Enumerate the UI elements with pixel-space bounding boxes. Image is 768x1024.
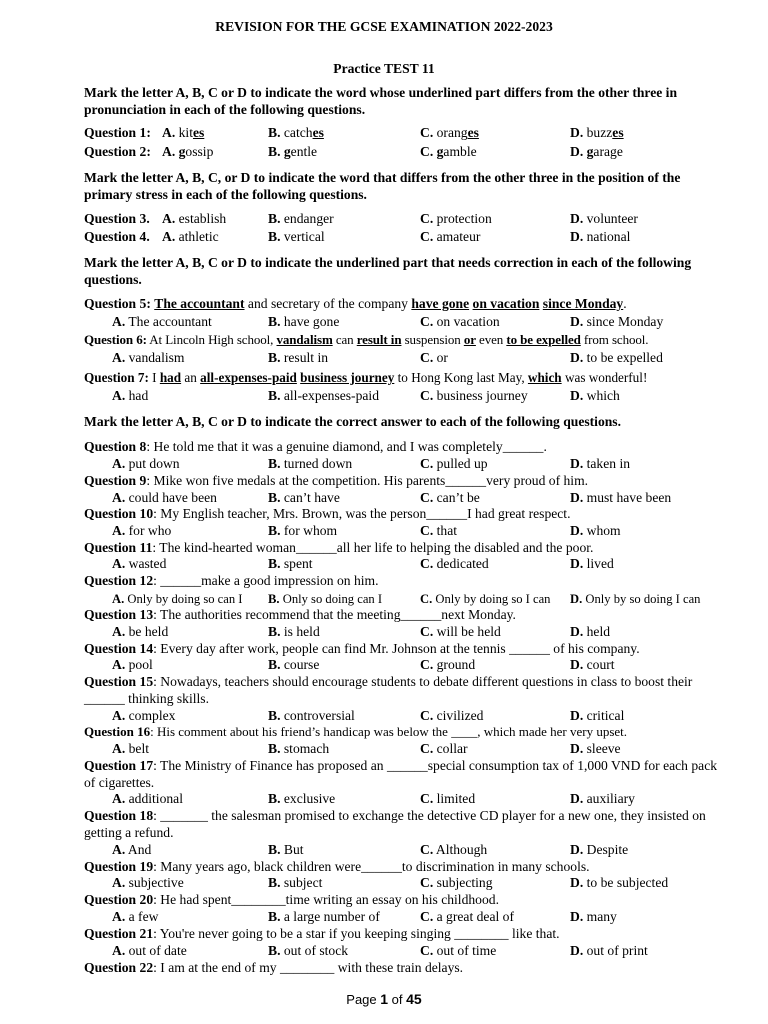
option-a: A. pool — [112, 657, 153, 672]
question-18-options — [0, 842, 768, 859]
question-12: Question 12: ______make a good impression on him. — [84, 573, 379, 588]
option-d: D. to be expelled — [570, 350, 663, 365]
option-c: C. that — [420, 523, 458, 538]
option-c: C. civilized — [420, 708, 484, 723]
option-b: B. is held — [268, 624, 320, 639]
section-1-instruction: Mark the letter A, B, C or D to indicate the word whose underlined part differs from the other three in pronunciation in each of the following questions. — [84, 85, 678, 117]
page-total: 45 — [406, 991, 422, 1007]
option-c: C. business journey — [420, 388, 528, 403]
question-8-options — [0, 456, 768, 473]
option-b: B. all-expenses-paid — [268, 388, 379, 403]
option-b: B. exclusive — [268, 791, 336, 806]
question-8: Question 8: He told me that it was a genuine diamond, and I was completely______. — [84, 439, 547, 454]
option-b: B. result in — [268, 350, 329, 365]
option-b: B. gentle — [268, 144, 318, 159]
question-3: Question 3. — [84, 211, 150, 226]
option-a: A. put down — [112, 456, 180, 471]
question-14-options — [0, 657, 768, 674]
option-c: C. dedicated — [420, 556, 489, 571]
section-4-instruction: Mark the letter A, B, C or D to indicate the correct answer to each of the following questions. — [84, 414, 621, 429]
option-d: D. many — [570, 909, 617, 924]
option-a: A. had — [112, 388, 149, 403]
option-c: C. pulled up — [420, 456, 488, 471]
option-a: A. vandalism — [112, 350, 185, 365]
question-10: Question 10: My English teacher, Mrs. Brown, was the person______I had great respect. — [84, 506, 571, 521]
question-6-options — [0, 350, 768, 367]
question-3-options — [0, 211, 768, 228]
option-d: D. out of print — [570, 943, 648, 958]
option-c: C. can’t be — [420, 490, 480, 505]
question-16-options — [0, 741, 768, 758]
question-4-options — [0, 229, 768, 246]
option-c: C. or — [420, 350, 448, 365]
option-a: A. be held — [112, 624, 169, 639]
option-b: B. endanger — [268, 211, 334, 226]
question-12-options — [0, 591, 768, 608]
option-b: B. But — [268, 842, 304, 857]
question-7-options — [0, 388, 768, 405]
question-19: Question 19: Many years ago, black children were______to discrimination in many schools. — [84, 859, 590, 874]
question-5: Question 5: The accountant and secretary of the company have gone on vacation since Monday. — [84, 296, 627, 311]
option-d: D. must have been — [570, 490, 672, 505]
option-a: A. wasted — [112, 556, 167, 571]
option-a: A. complex — [112, 708, 176, 723]
option-a: A. belt — [112, 741, 150, 756]
option-c: C. ground — [420, 657, 476, 672]
question-19-options — [0, 875, 768, 892]
option-d: D. whom — [570, 523, 621, 538]
option-b: B. subject — [268, 875, 323, 890]
option-d: D. national — [570, 229, 631, 244]
option-d: D. since Monday — [570, 314, 664, 329]
section-2-instruction: Mark the letter A, B, C, or D to indicate the word that differs from the other three in the position of the primary stress in each of the following questions. — [84, 170, 681, 202]
page-number: 1 — [380, 991, 389, 1007]
question-4: Question 4. — [84, 229, 150, 244]
option-b: B. have gone — [268, 314, 340, 329]
question-21: Question 21: You're never going to be a star if you keeping singing ________ like that. — [84, 926, 560, 941]
option-d: D. court — [570, 657, 615, 672]
question-9-options — [0, 490, 768, 507]
option-d: D. critical — [570, 708, 625, 723]
option-b: B. a large number of — [268, 909, 380, 924]
question-7: Question 7: I had an all-expenses-paid business journey to Hong Kong last May, which was wonderful! — [84, 370, 648, 385]
option-c: C. Although — [420, 842, 488, 857]
question-5-options — [0, 314, 768, 331]
option-a: A. gossip — [162, 144, 214, 159]
option-c: C. will be held — [420, 624, 501, 639]
option-a: A. establish — [162, 211, 227, 226]
question-22: Question 22: I am at the end of my ________ with these train delays. — [84, 960, 464, 975]
page-footer: Page 1 of 45 — [346, 991, 422, 1007]
option-c: C. protection — [420, 211, 492, 226]
option-c: C. Only by doing so I can — [420, 592, 551, 606]
option-c: C. a great deal of — [420, 909, 514, 924]
question-17: Question 17: The Ministry of Finance has proposed an ______special consumption tax of 1,000 VND for each pack of cigarettes. — [84, 758, 718, 790]
option-d: D. buzzes — [570, 125, 624, 140]
option-c: C. limited — [420, 791, 476, 806]
question-17-options — [0, 791, 768, 808]
question-13: Question 13: The authorities recommend that the meeting______next Monday. — [84, 607, 516, 622]
question-9: Question 9: Mike won five medals at the competition. His parents______very proud of him. — [84, 473, 589, 488]
option-d: D. garage — [570, 144, 623, 159]
question-1-options — [0, 125, 768, 142]
question-label: Question 2: — [84, 144, 151, 159]
option-b: B. for whom — [268, 523, 338, 538]
option-a: A. additional — [112, 791, 183, 806]
question-10-options — [0, 523, 768, 540]
option-b: B. vertical — [268, 229, 325, 244]
option-a: A. out of date — [112, 943, 187, 958]
option-d: D. taken in — [570, 456, 631, 471]
option-c: C. gamble — [420, 144, 477, 159]
option-c: C. out of time — [420, 943, 497, 958]
section-3-instruction: Mark the letter A, B, C or D to indicate the underlined part that needs correction in each of the following questions. — [84, 255, 692, 287]
question-11: Question 11: The kind-hearted woman______all her life to helping the disabled and the poor. — [84, 540, 594, 555]
question-label: Question 1: — [84, 125, 151, 140]
test-title: Practice TEST 11 — [333, 61, 435, 76]
option-d: D. lived — [570, 556, 614, 571]
question-20-options — [0, 909, 768, 926]
question-16: Question 16: His comment about his friend’s handicap was below the ____, which made her very upset. — [84, 724, 628, 739]
option-a: A. And — [112, 842, 152, 857]
option-c: C. collar — [420, 741, 468, 756]
option-c: C. oranges — [420, 125, 479, 140]
option-a: A. kites — [162, 125, 205, 140]
question-13-options — [0, 624, 768, 641]
option-b: B. out of stock — [268, 943, 349, 958]
option-a: A. for who — [112, 523, 172, 538]
option-a: A. could have been — [112, 490, 217, 505]
option-a: A. athletic — [162, 229, 219, 244]
option-b: B. course — [268, 657, 320, 672]
question-15: Question 15: Nowadays, teachers should encourage students to debate different questions in class to boost their ______ thinking skills. — [84, 674, 693, 706]
option-d: D. Only by so doing I can — [570, 592, 701, 606]
option-b: B. Only so doing can I — [268, 592, 383, 606]
question-15-options — [0, 708, 768, 725]
option-a: A. a few — [112, 909, 159, 924]
option-c: C. amateur — [420, 229, 481, 244]
question-20: Question 20: He had spent________time writing an essay on his childhood. — [84, 892, 499, 907]
option-d: D. volunteer — [570, 211, 638, 226]
option-d: D. to be subjected — [570, 875, 669, 890]
option-d: D. auxiliary — [570, 791, 635, 806]
option-d: D. Despite — [570, 842, 629, 857]
option-b: B. controversial — [268, 708, 355, 723]
option-c: C. subjecting — [420, 875, 493, 890]
question-6: Question 6: At Lincoln High school, vandalism can result in suspension or even to be expelled from school. — [84, 332, 649, 347]
question-21-options — [0, 943, 768, 960]
option-a: A. Only by doing so can I — [112, 592, 243, 606]
option-d: D. which — [570, 388, 620, 403]
option-d: D. held — [570, 624, 611, 639]
option-d: D. sleeve — [570, 741, 621, 756]
option-b: B. catches — [268, 125, 324, 140]
option-b: B. turned down — [268, 456, 353, 471]
question-11-options — [0, 556, 768, 573]
document-title: REVISION FOR THE GCSE EXAMINATION 2022-2023 — [215, 19, 553, 34]
option-b: B. stomach — [268, 741, 330, 756]
option-c: C. on vacation — [420, 314, 500, 329]
option-a: A. subjective — [112, 875, 184, 890]
option-b: B. can’t have — [268, 490, 340, 505]
question-14: Question 14: Every day after work, people can find Mr. Johnson at the tennis ______ of his company. — [84, 641, 640, 656]
option-a: A. The accountant — [112, 314, 212, 329]
question-2-options — [0, 144, 768, 161]
question-18: Question 18: _______ the salesman promised to exchange the detective CD player for a new one, they insisted on getting a refund. — [84, 808, 706, 840]
option-b: B. spent — [268, 556, 313, 571]
